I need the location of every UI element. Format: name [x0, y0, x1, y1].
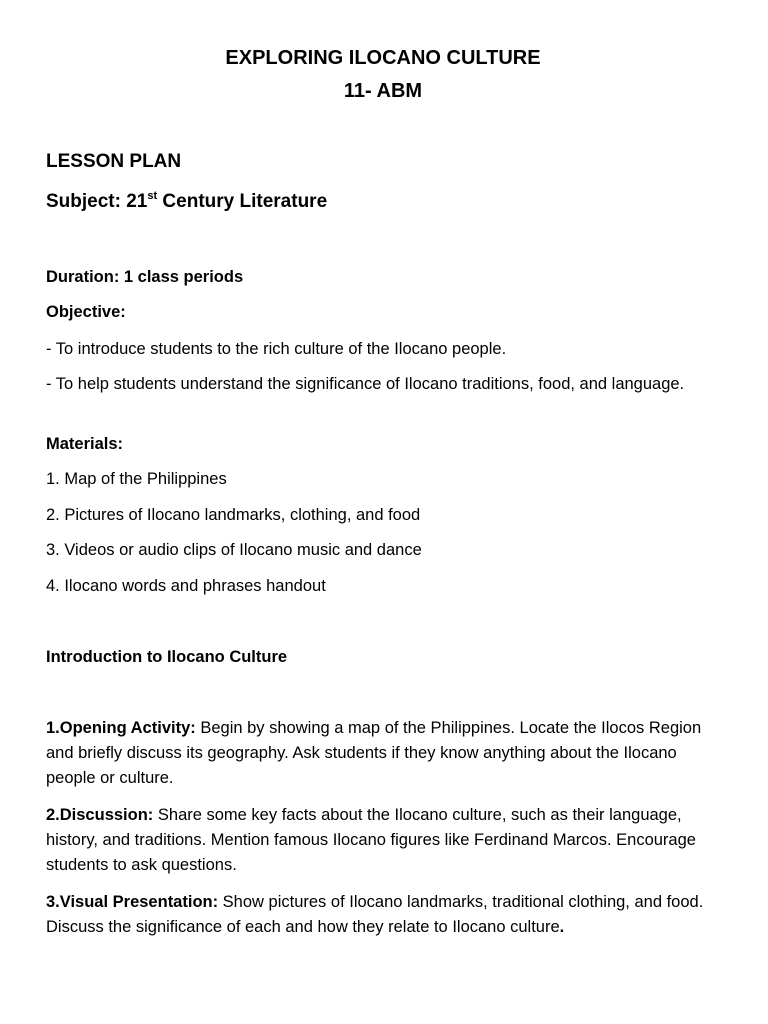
- class-section: 11- ABM: [343, 80, 423, 102]
- materials-label: Materials:: [46, 435, 124, 453]
- objective-item: - To help students understand the significance of Ilocano traditions, food, and language.: [46, 375, 685, 393]
- document-page: [46, 0, 720, 1024]
- document-title: EXPLORING ILOCANO CULTURE: [225, 47, 541, 69]
- activity-label: 3.Visual Presentation:: [46, 893, 219, 911]
- materials-item: 4. Ilocano words and phrases handout: [46, 577, 326, 595]
- activity-discussion: [46, 803, 720, 878]
- intro-heading: Introduction to Ilocano Culture: [46, 648, 288, 666]
- duration-line: Duration: 1 class periods: [46, 268, 244, 286]
- materials-item: 3. Videos or audio clips of Ilocano music and dance: [46, 541, 422, 559]
- activity-opening: [46, 716, 720, 791]
- materials-item: 2. Pictures of Ilocano landmarks, clothing, and food: [46, 506, 421, 524]
- activity-text: Show pictures of Ilocano landmarks, traditional clothing, and food. Discuss the significance of each and how they relate to Ilocano culture: [46, 893, 704, 936]
- activity-text: Begin by showing a map of the Philippines. Locate the Ilocos Region and briefly discuss its geography. Ask students if they know anything about the Ilocano people or culture.: [46, 719, 702, 787]
- activity-visual: [46, 890, 720, 940]
- subject-prefix: Subject: 21: [46, 191, 148, 212]
- subject-superscript: st: [147, 190, 158, 202]
- subject-suffix: Century Literature: [157, 191, 328, 212]
- materials-item: 1. Map of the Philippines: [46, 470, 227, 488]
- subject-line: [46, 191, 327, 213]
- objective-item: - To introduce students to the rich culture of the Ilocano people.: [46, 340, 507, 358]
- activity-label: 2.Discussion:: [46, 806, 154, 824]
- activity-text: Share some key facts about the Ilocano culture, such as their language, history, and traditions. Mention famous Ilocano figures like Ferdinand Marcos. Encourage students to ask questions.: [46, 806, 696, 874]
- objective-label: Objective:: [46, 303, 126, 321]
- lesson-plan-heading: LESSON PLAN: [46, 151, 182, 172]
- activity-end: .: [559, 918, 565, 936]
- activity-label: 1.Opening Activity:: [46, 719, 196, 737]
